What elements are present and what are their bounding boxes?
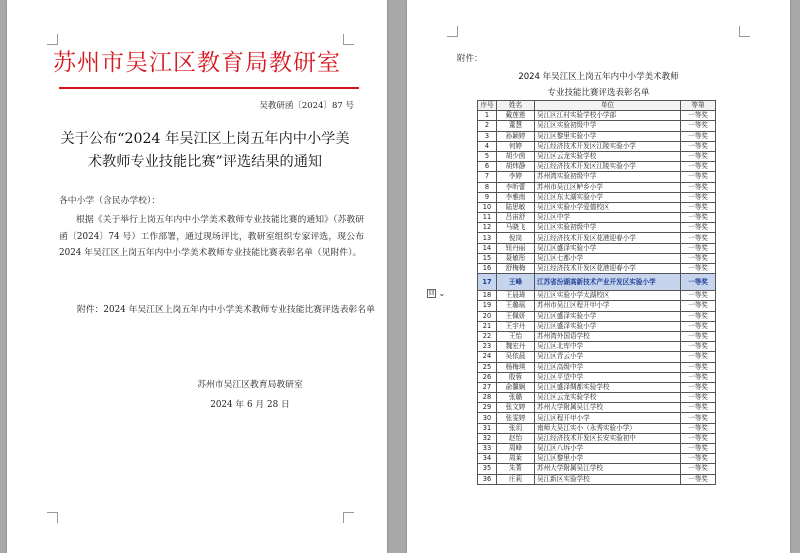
award-cell: 一等奖 xyxy=(681,121,716,131)
award-cell: 一等奖 xyxy=(681,464,716,474)
name-cell: 庄莉 xyxy=(497,474,535,484)
award-cell: 一等奖 xyxy=(681,342,716,352)
table-row xyxy=(478,311,716,321)
award-cell: 一等奖 xyxy=(681,243,716,253)
award-cell: 一等奖 xyxy=(681,253,716,263)
row-number-cell: 20 xyxy=(478,311,497,321)
table-row xyxy=(478,433,716,443)
unit-cell: 吴江区高级中学 xyxy=(535,362,681,372)
table-row xyxy=(478,382,716,392)
unit-cell: 苏州大学附属吴江学校 xyxy=(535,464,681,474)
row-number-cell: 12 xyxy=(478,223,497,233)
table-row xyxy=(478,352,716,362)
crop-mark-bottom-left xyxy=(47,512,58,523)
unit-cell: 吴江区实验初级中学 xyxy=(535,223,681,233)
unit-cell: 吴江区中学 xyxy=(535,213,681,223)
row-number-cell: 26 xyxy=(478,372,497,382)
table-row xyxy=(478,321,716,331)
row-number-cell: 22 xyxy=(478,331,497,341)
letterhead-title: 苏州市吴江区教育局教研室 xyxy=(53,50,341,76)
unit-cell: 苏州湾外国语学校 xyxy=(535,331,681,341)
unit-cell: 苏州市吴江区程开甲小学 xyxy=(535,301,681,311)
unit-cell: 吴江经济技术开发区江陵实验小学 xyxy=(535,141,681,151)
award-cell: 一等奖 xyxy=(681,362,716,372)
row-number-cell: 23 xyxy=(478,342,497,352)
table-row xyxy=(478,223,716,233)
row-number-cell: 33 xyxy=(478,444,497,454)
unit-cell: 吴江区云龙实验学校 xyxy=(535,393,681,403)
row-number-cell: 4 xyxy=(478,141,497,151)
table-row xyxy=(478,274,716,291)
table-row xyxy=(478,423,716,433)
attachment-note: 附件：2024 年吴江区上岗五年内中小学美术教师专业技能比赛评选表彰名单 xyxy=(77,305,375,315)
award-cell: 一等奖 xyxy=(681,233,716,243)
award-cell: 一等奖 xyxy=(681,372,716,382)
name-cell: 戴莲莲 xyxy=(497,111,535,121)
name-cell: 殷蓉 xyxy=(497,372,535,382)
name-cell: 何婷 xyxy=(497,141,535,151)
unit-cell: 吴江区实验初级中学 xyxy=(535,121,681,131)
award-cell: 一等奖 xyxy=(681,182,716,192)
award-cell: 一等奖 xyxy=(681,454,716,464)
table-row xyxy=(478,301,716,311)
unit-cell: 南师大吴江实小（永秀实验小学） xyxy=(535,423,681,433)
table-row xyxy=(478,131,716,141)
row-number-cell: 18 xyxy=(478,291,497,301)
header-cell: 等第 xyxy=(681,101,716,111)
unit-cell: 吴江区盛泽实验小学 xyxy=(535,321,681,331)
body-paragraph: 根据《关于举行上岗五年内中小学美术教师专业技能比赛的通知》（苏教研函〔2024〕74 号）工作部署，通过现场评比，教研室组织专家评选，现公布 2024 年吴江区上岗五年内中小学美术教师专业技能比赛表彰名单（见附件）。 xyxy=(59,215,364,258)
name-cell: 周莱 xyxy=(497,454,535,464)
signature-organization: 苏州市吴江区教育局教研室 xyxy=(197,380,303,390)
name-cell: 吴依晨 xyxy=(497,352,535,362)
page-left xyxy=(7,0,387,553)
name-cell: 朱菁 xyxy=(497,464,535,474)
row-number-cell: 3 xyxy=(478,131,497,141)
unit-cell: 吴江区盛泽绸都实验学校 xyxy=(535,382,681,392)
award-cell: 一等奖 xyxy=(681,352,716,362)
table-row xyxy=(478,362,716,372)
row-number-cell: 14 xyxy=(478,243,497,253)
row-number-cell: 21 xyxy=(478,321,497,331)
row-number-cell: 11 xyxy=(478,213,497,223)
table-row xyxy=(478,372,716,382)
name-cell: 魏宏丹 xyxy=(497,342,535,352)
row-number-cell: 31 xyxy=(478,423,497,433)
name-cell: 舒梅梅 xyxy=(497,264,535,274)
table-row xyxy=(478,403,716,413)
name-cell: 董慧 xyxy=(497,121,535,131)
row-number-cell: 28 xyxy=(478,393,497,403)
page-right xyxy=(407,0,790,553)
table-row xyxy=(478,444,716,454)
name-cell: 陆思敏 xyxy=(497,202,535,212)
name-cell: 王峰 xyxy=(497,274,535,291)
table-title-line-2: 专业技能比赛评选表彰名单 xyxy=(547,88,650,98)
row-number-cell: 17 xyxy=(478,274,497,291)
award-cell: 一等奖 xyxy=(681,433,716,443)
name-cell: 赵怡 xyxy=(497,433,535,443)
signature-date: 2024 年 6 月 28 日 xyxy=(210,400,290,410)
award-cell: 一等奖 xyxy=(681,474,716,484)
table-row xyxy=(478,331,716,341)
unit-cell: 吴江区盛泽实验小学 xyxy=(535,311,681,321)
unit-cell: 江苏省汾湖高新技术产业开发区实验小学 xyxy=(535,274,681,291)
name-cell: 王璐瑶 xyxy=(497,301,535,311)
name-cell: 张雯婷 xyxy=(497,413,535,423)
table-row xyxy=(478,291,716,301)
award-cell: 一等奖 xyxy=(681,162,716,172)
letterhead-red-rule xyxy=(59,87,359,89)
unit-cell: 吴江区七都小学 xyxy=(535,253,681,263)
name-cell: 俞馨娴 xyxy=(497,382,535,392)
document-title-line-2: 术教师专业技能比赛”评选结果的通知 xyxy=(87,154,323,170)
crop-mark-bottom-right xyxy=(343,512,354,523)
row-number-cell: 5 xyxy=(478,151,497,161)
table-row xyxy=(478,202,716,212)
table-row xyxy=(478,121,716,131)
table-row xyxy=(478,151,716,161)
row-handle-icon[interactable]: 回 xyxy=(428,290,435,297)
award-cell: 一等奖 xyxy=(681,192,716,202)
award-cell: 一等奖 xyxy=(681,393,716,403)
document-title xyxy=(55,128,355,174)
row-number-cell: 15 xyxy=(478,253,497,263)
name-cell: 胡少茵 xyxy=(497,151,535,161)
table-row xyxy=(478,474,716,484)
award-cell: 一等奖 xyxy=(681,382,716,392)
table-row xyxy=(478,182,716,192)
table-row xyxy=(478,213,716,223)
award-cell: 一等奖 xyxy=(681,274,716,291)
row-number-cell: 1 xyxy=(478,111,497,121)
unit-cell: 吴江经济技术开发区江陵实验小学 xyxy=(535,162,681,172)
award-cell: 一等奖 xyxy=(681,131,716,141)
unit-cell: 吴江区江村实验学校小学部 xyxy=(535,111,681,121)
row-number-cell: 27 xyxy=(478,382,497,392)
header-cell: 姓名 xyxy=(497,101,535,111)
document-title-line-1: 关于公布“2024 年吴江区上岗五年内中小学美 xyxy=(60,131,350,147)
table-row xyxy=(478,141,716,151)
award-cell: 一等奖 xyxy=(681,291,716,301)
table-row xyxy=(478,253,716,263)
row-number-cell: 25 xyxy=(478,362,497,372)
salutation: 各中小学（含民办学校）： xyxy=(59,196,161,206)
row-number-cell: 29 xyxy=(478,403,497,413)
unit-cell: 吴江区北库中学 xyxy=(535,342,681,352)
award-cell: 一等奖 xyxy=(681,172,716,182)
name-cell: 王晨琦 xyxy=(497,291,535,301)
chevron-down-icon[interactable]: ⌄ xyxy=(438,289,446,298)
award-cell: 一等奖 xyxy=(681,423,716,433)
award-cell: 一等奖 xyxy=(681,444,716,454)
row-number-cell: 2 xyxy=(478,121,497,131)
table-title-line-1: 2024 年吴江区上岗五年内中小学美术教师 xyxy=(518,72,679,82)
award-cell: 一等奖 xyxy=(681,223,716,233)
table-row xyxy=(478,243,716,253)
row-number-cell: 36 xyxy=(478,474,497,484)
unit-cell: 苏州市吴江区鲈乡小学 xyxy=(535,182,681,192)
name-cell: 胡炜静 xyxy=(497,162,535,172)
row-number-cell: 7 xyxy=(478,172,497,182)
unit-cell: 吴江区东太湖实验小学 xyxy=(535,192,681,202)
unit-cell: 吴江新区实验学校 xyxy=(535,474,681,484)
name-cell: 张玥 xyxy=(497,423,535,433)
name-cell: 倪岗 xyxy=(497,233,535,243)
row-number-cell: 8 xyxy=(478,182,497,192)
row-number-cell: 34 xyxy=(478,454,497,464)
award-cell: 一等奖 xyxy=(681,321,716,331)
unit-cell: 吴江区八坼小学 xyxy=(535,444,681,454)
name-cell: 王怡 xyxy=(497,331,535,341)
header-cell: 单位 xyxy=(535,101,681,111)
table-row xyxy=(478,413,716,423)
award-cell: 一等奖 xyxy=(681,111,716,121)
award-cell: 一等奖 xyxy=(681,202,716,212)
awards-table xyxy=(477,100,716,485)
row-number-cell: 30 xyxy=(478,413,497,423)
name-cell: 杨梅琪 xyxy=(497,362,535,372)
table-header-row xyxy=(478,101,716,111)
award-cell: 一等奖 xyxy=(681,331,716,341)
row-number-cell: 16 xyxy=(478,264,497,274)
name-cell: 王宇丹 xyxy=(497,321,535,331)
row-number-cell: 24 xyxy=(478,352,497,362)
unit-cell: 吴江区云龙实验学校 xyxy=(535,151,681,161)
name-cell: 李雅南 xyxy=(497,192,535,202)
name-cell: 王佩妍 xyxy=(497,311,535,321)
unit-cell: 吴江区青云小学 xyxy=(535,352,681,362)
name-cell: 钮丹丽 xyxy=(497,243,535,253)
table-row xyxy=(478,233,716,243)
row-number-cell: 32 xyxy=(478,433,497,443)
name-cell: 周峰 xyxy=(497,444,535,454)
unit-cell: 苏州大学附属吴江学校 xyxy=(535,403,681,413)
award-cell: 一等奖 xyxy=(681,403,716,413)
attachment-label: 附件： xyxy=(457,54,483,64)
name-cell: 聂敏彤 xyxy=(497,253,535,263)
name-cell: 吕宙舒 xyxy=(497,213,535,223)
unit-cell: 吴江区实验小学爱德校区 xyxy=(535,202,681,212)
unit-cell: 吴江区盛泽实验小学 xyxy=(535,243,681,253)
unit-cell: 吴江区程开甲小学 xyxy=(535,413,681,423)
document-number: 吴教研函〔2024〕87 号 xyxy=(259,101,354,111)
crop-mark-top-left xyxy=(447,26,458,37)
table-row xyxy=(478,192,716,202)
name-cell: 张文婷 xyxy=(497,403,535,413)
table-row xyxy=(478,342,716,352)
award-cell: 一等奖 xyxy=(681,311,716,321)
crop-mark-top-right xyxy=(739,26,750,37)
name-cell: 马晓飞 xyxy=(497,223,535,233)
table-row xyxy=(478,162,716,172)
unit-cell: 吴江经济技术开发区花港迎春小学 xyxy=(535,264,681,274)
award-cell: 一等奖 xyxy=(681,151,716,161)
name-cell: 孙颖婷 xyxy=(497,131,535,141)
award-cell: 一等奖 xyxy=(681,413,716,423)
table-row xyxy=(478,264,716,274)
unit-cell: 吴江区平望中学 xyxy=(535,372,681,382)
name-cell: 李昕蕾 xyxy=(497,182,535,192)
name-cell: 李婷 xyxy=(497,172,535,182)
row-number-cell: 10 xyxy=(478,202,497,212)
row-number-cell: 35 xyxy=(478,464,497,474)
unit-cell: 吴江经济技术开发区长安实验初中 xyxy=(535,433,681,443)
unit-cell: 苏州湾实验初级中学 xyxy=(535,172,681,182)
header-cell: 序号 xyxy=(478,101,497,111)
award-cell: 一等奖 xyxy=(681,141,716,151)
award-cell: 一等奖 xyxy=(681,264,716,274)
table-row xyxy=(478,111,716,121)
table-row xyxy=(478,172,716,182)
row-handle[interactable] xyxy=(427,289,445,298)
table-row xyxy=(478,464,716,474)
table-row xyxy=(478,454,716,464)
name-cell: 张璐 xyxy=(497,393,535,403)
table-row xyxy=(478,393,716,403)
unit-cell: 吴江经济技术开发区花港迎春小学 xyxy=(535,233,681,243)
row-number-cell: 6 xyxy=(478,162,497,172)
row-number-cell: 9 xyxy=(478,192,497,202)
unit-cell: 吴江区黎里实验小学 xyxy=(535,131,681,141)
unit-cell: 吴江区黎里小学 xyxy=(535,454,681,464)
row-number-cell: 19 xyxy=(478,301,497,311)
award-cell: 一等奖 xyxy=(681,301,716,311)
unit-cell: 吴江区实验小学太湖校区 xyxy=(535,291,681,301)
row-number-cell: 13 xyxy=(478,233,497,243)
award-cell: 一等奖 xyxy=(681,213,716,223)
